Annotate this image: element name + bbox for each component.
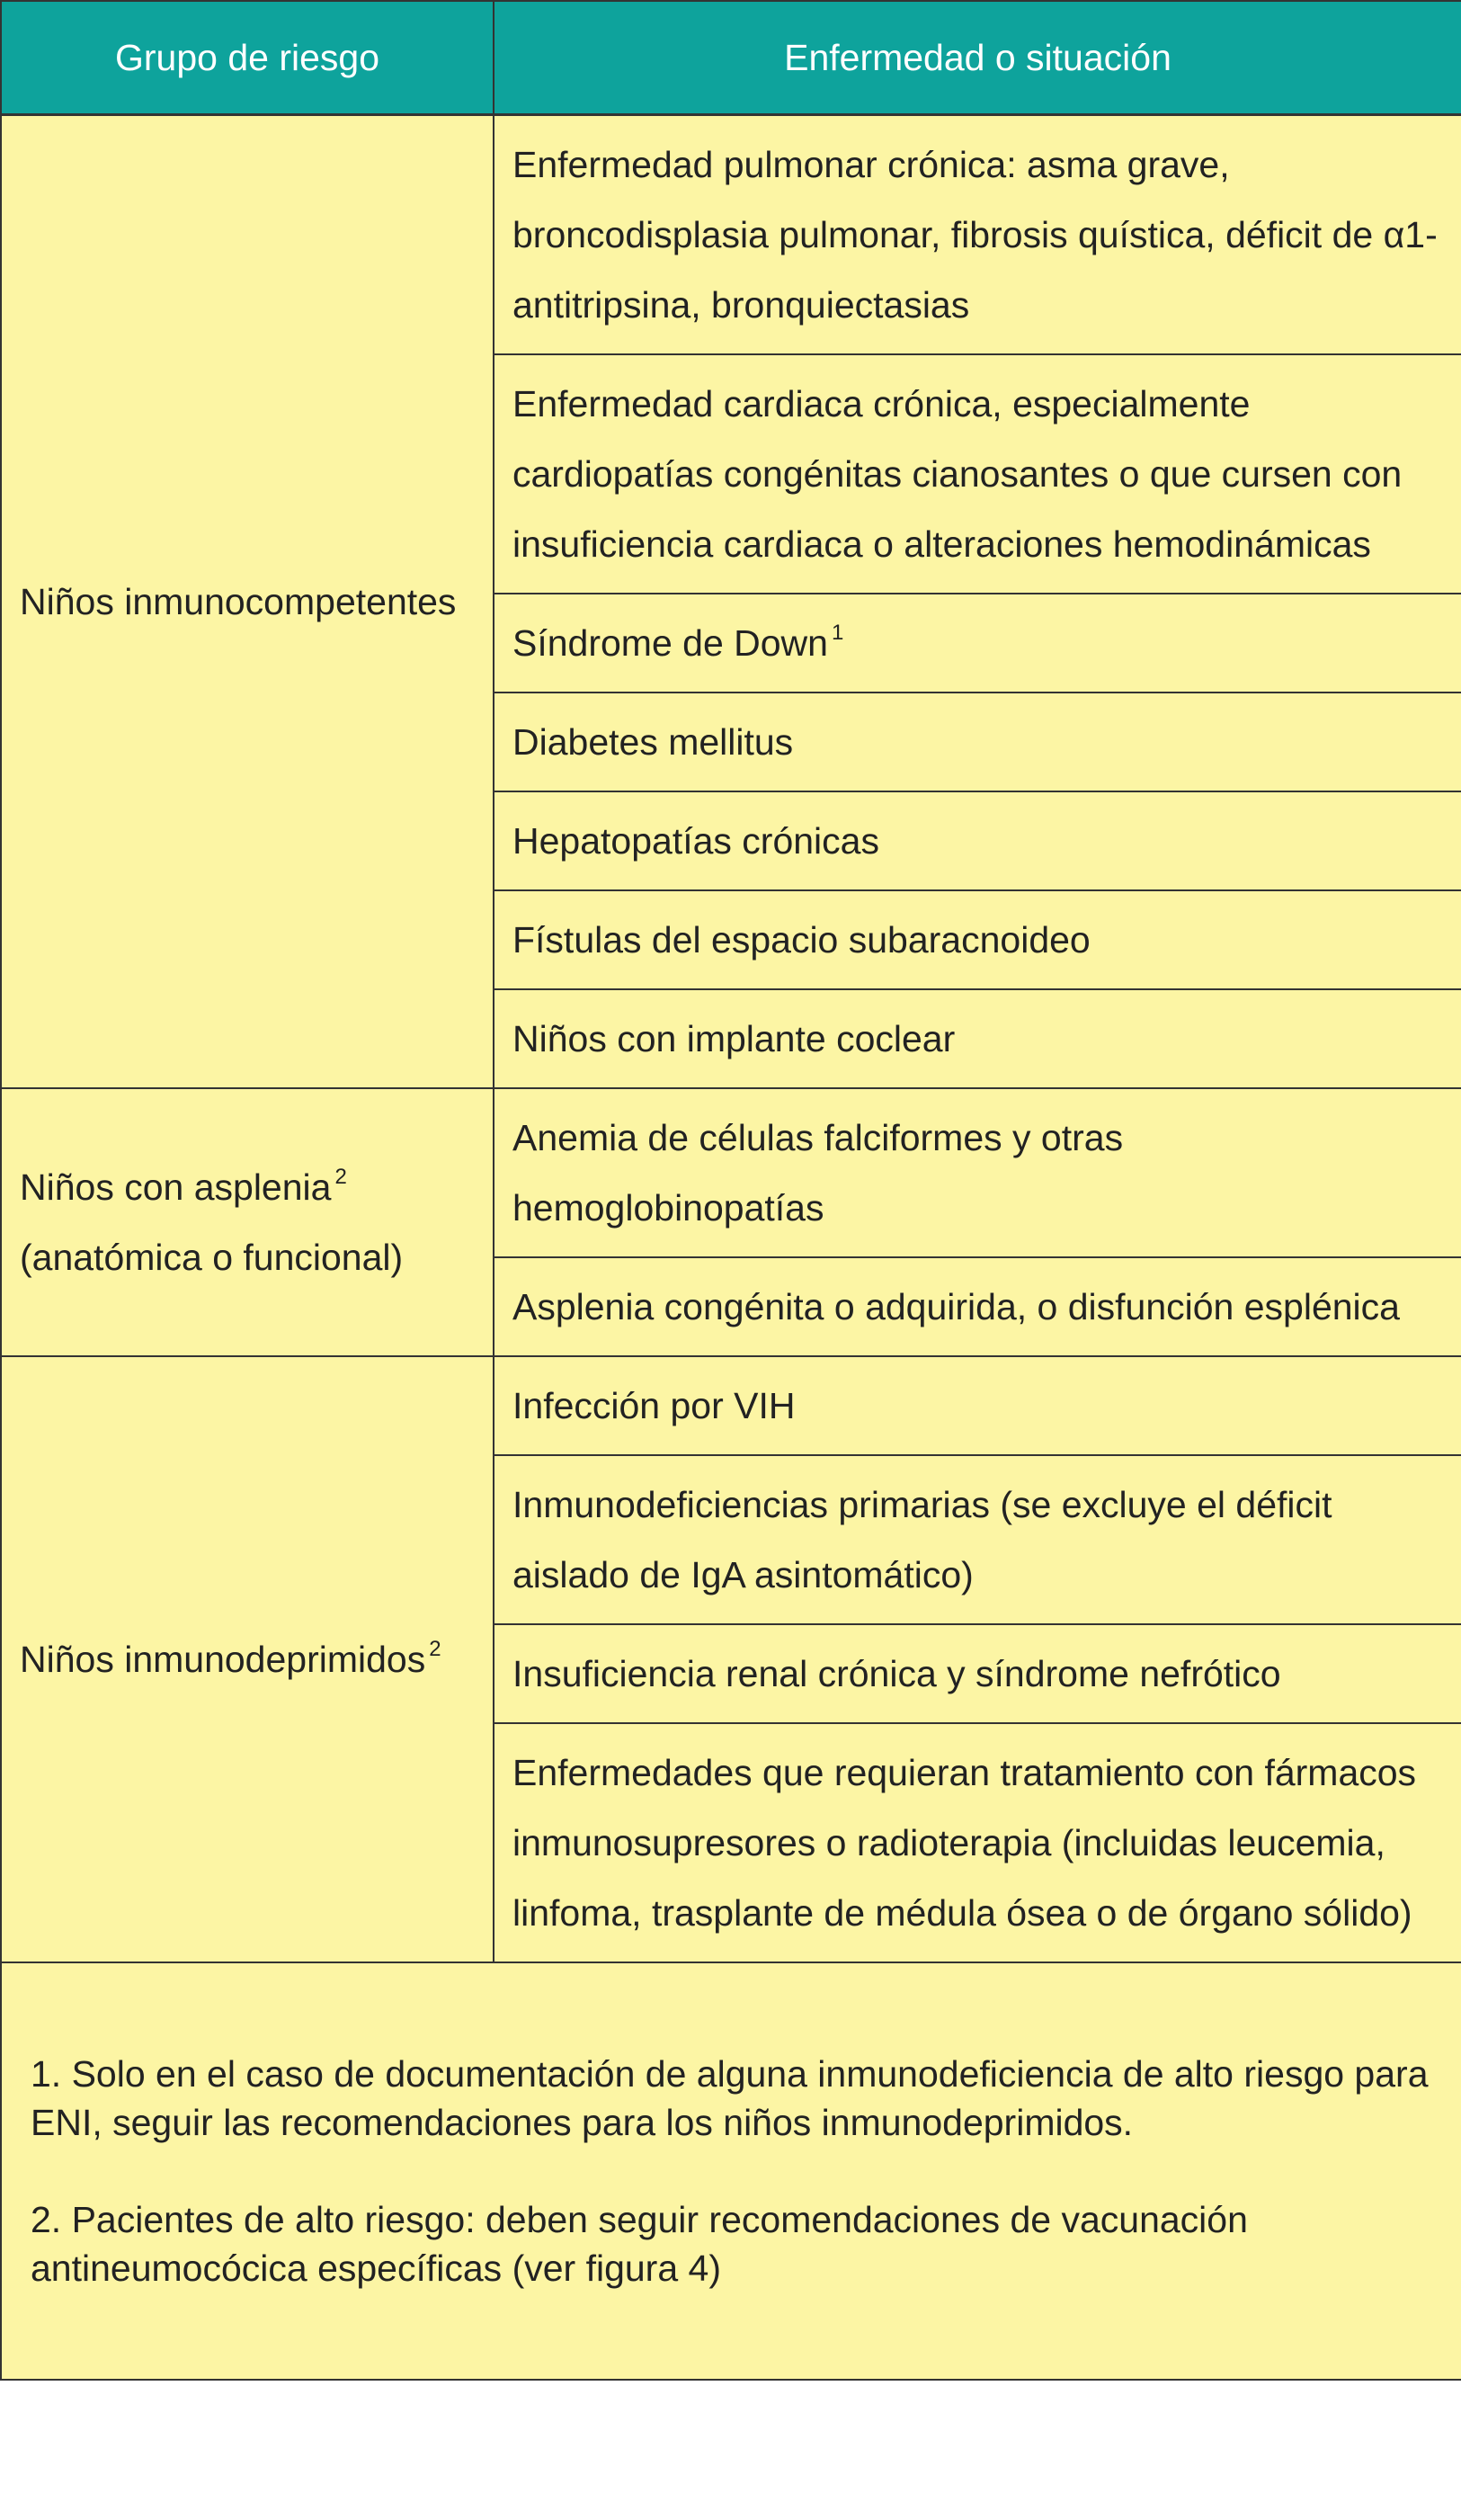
footnote-marker: 2 [334,1165,347,1189]
condition-cell: Anemia de células falciformes y otras hemoglobinopatías [494,1088,1461,1257]
notes-row [1,1962,1461,2380]
notes-cell [1,1962,1461,2380]
table-row [1,115,1461,355]
group-cell-inmunodeprimidos [1,1356,494,1962]
condition-cell: Síndrome de Down $^1$ [494,594,1461,693]
condition-cell: Enfermedad cardiaca crónica, especialmente cardiopatías congénitas cianosantes o que cursen con insuficiencia cardiaca o alteraciones hemodinámicas [494,354,1461,594]
footnote-marker: 1 [831,621,844,645]
header-group: Grupo de riesgo [1,1,494,115]
table-row [1,1356,1461,1455]
condition-cell: Niños con implante coclear [494,989,1461,1088]
group-label: Niños inmunocompetentes [20,581,457,622]
condition-cell: Asplenia congénita o adquirida, o disfunción esplénica [494,1257,1461,1356]
condition-cell: Hepatopatías crónicas [494,791,1461,890]
table-row [1,1088,1461,1257]
footnote-1: 1. Solo en el caso de documentación de alguna inmunodeficiencia de alto riesgo para ENI, seguir las recomendaciones para los niños inmunodeprimidos. [31,2053,1429,2143]
condition-cell: Diabetes mellitus [494,693,1461,791]
group-label: Niños con asplenia [20,1166,332,1208]
table-header-row [1,1,1461,115]
group-label-suffix: (anatómica o funcional) [20,1237,404,1278]
footnote-marker: 2 [429,1637,441,1661]
condition-cell: Inmunodeficiencias primarias (se excluye el déficit aislado de IgA asintomático) [494,1455,1461,1624]
group-cell-asplenia [1,1088,494,1356]
condition-cell: Fístulas del espacio subaracnoideo [494,890,1461,989]
condition-cell: Enfermedades que requieran tratamiento con fármacos inmunosupresores o radioterapia (incluidas leucemia, linfoma, trasplante de médula ósea o de órgano sólido) [494,1723,1461,1962]
header-condition: Enfermedad o situación [494,1,1461,115]
condition-cell: Enfermedad pulmonar crónica: asma grave, broncodisplasia pulmonar, fibrosis quística, déficit de α1-antitripsina, bronquiectasias [494,115,1461,355]
group-cell-inmunocompetentes [1,115,494,1089]
condition-cell: Infección por VIH [494,1356,1461,1455]
group-label: Niños inmunodeprimidos [20,1639,426,1680]
condition-cell: Insuficiencia renal crónica y síndrome nefrótico [494,1624,1461,1723]
footnote-2: 2. Pacientes de alto riesgo: deben seguir recomendaciones de vacunación antineumocócica específicas (ver figura 4) [31,2199,1248,2289]
